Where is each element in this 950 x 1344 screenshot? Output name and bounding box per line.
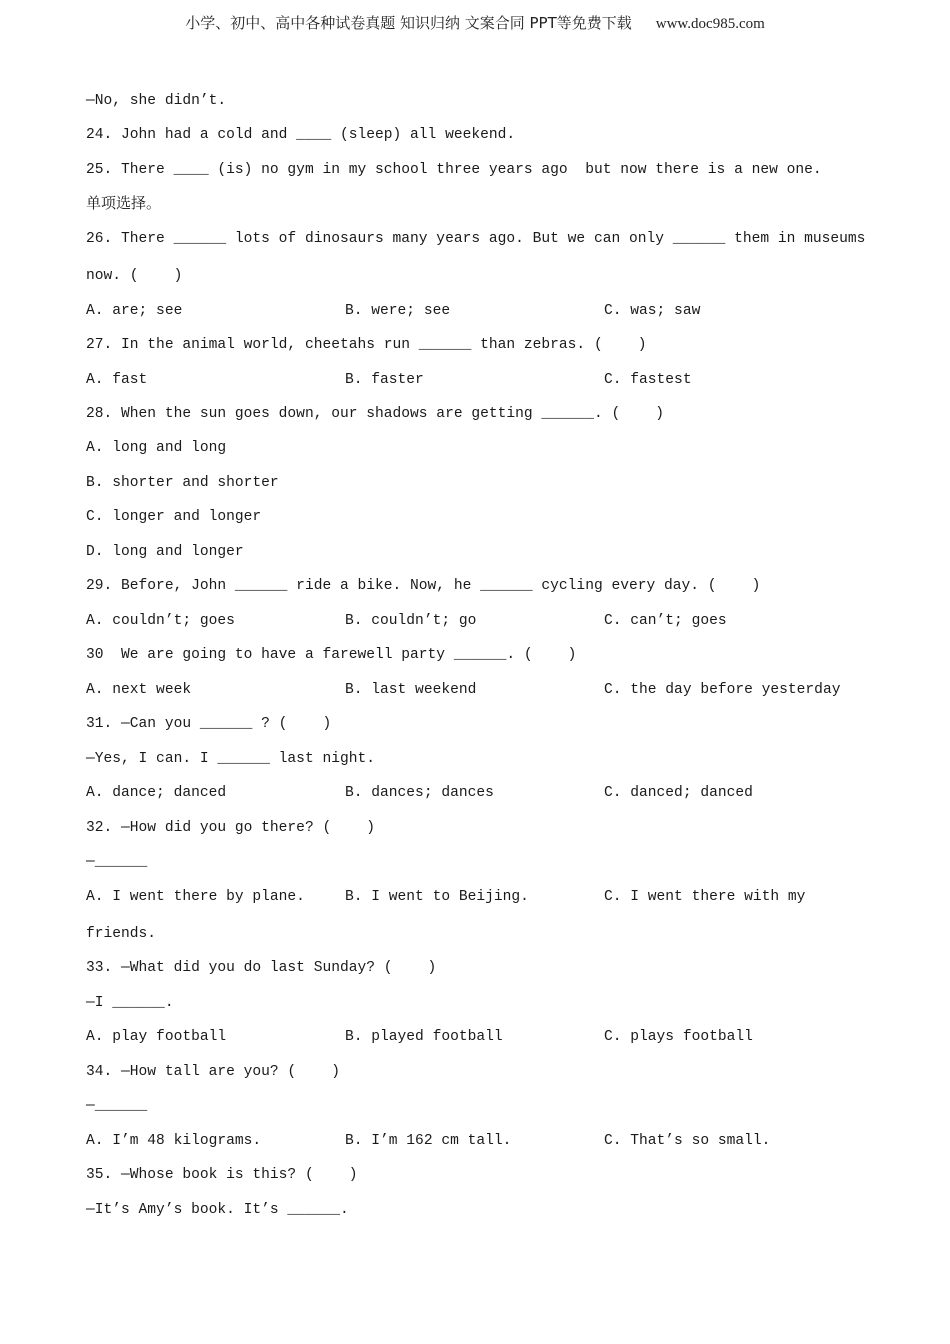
q26-option-a: A. are; see: [86, 303, 183, 319]
question-27: 27. In the animal world, cheetahs run ______ than zebras. ( ): [86, 337, 647, 353]
q33-option-a: A. play football: [86, 1029, 227, 1045]
question-31: 31. —Can you ______ ? ( ): [86, 716, 332, 732]
question-29: 29. Before, John ______ ride a bike. Now, he ______ cycling every day. ( ): [86, 578, 761, 594]
q28-option-c: C. longer and longer: [86, 509, 262, 525]
q28-option-b: B. shorter and shorter: [86, 475, 279, 491]
section-heading: 单项选择。: [86, 194, 162, 212]
question-35-answer: —It’s Amy’s book. It’s ______.: [86, 1202, 349, 1218]
question-34-answer: —______: [86, 1098, 148, 1114]
question-32-answer: —______: [86, 854, 148, 870]
question-25: 25. There ____ (is) no gym in my school three years ago but now there is a new one.: [86, 162, 822, 178]
question-33: 33. —What did you do last Sunday? ( ): [86, 960, 437, 976]
q29-option-a: A. couldn’t; goes: [86, 613, 235, 629]
question-30: 30 We are going to have a farewell party ______. ( ): [86, 647, 577, 663]
q27-option-c: C. fastest: [604, 372, 692, 388]
question-28: 28. When the sun goes down, our shadows are getting ______. ( ): [86, 406, 665, 422]
question-35: 35. —Whose book is this? ( ): [86, 1167, 358, 1183]
q29-option-c: C. can’t; goes: [604, 613, 727, 629]
q27-option-a: A. fast: [86, 372, 148, 388]
q31-option-a: A. dance; danced: [86, 785, 227, 801]
q32-option-c: C. I went there with my: [604, 889, 806, 905]
question-26: 26. There ______ lots of dinosaurs many years ago. But we can only ______ them in museums: [86, 231, 866, 247]
q29-option-b: B. couldn’t; go: [345, 613, 477, 629]
q32-option-b: B. I went to Beijing.: [345, 889, 529, 905]
q26-option-c: C. was; saw: [604, 303, 701, 319]
q34-option-b: B. I’m 162 cm tall.: [345, 1133, 512, 1149]
q30-option-c: C. the day before yesterday: [604, 682, 841, 698]
question-34: 34. —How tall are you? ( ): [86, 1064, 340, 1080]
question-26-cont: now. ( ): [86, 268, 183, 284]
header-site: www.doc985.com: [655, 16, 765, 32]
answer-line: —No, she didn’t.: [86, 93, 227, 109]
question-31-answer: —Yes, I can. I ______ last night.: [86, 751, 376, 767]
q31-option-b: B. dances; dances: [345, 785, 494, 801]
q30-option-b: B. last weekend: [345, 682, 477, 698]
q33-option-c: C. plays football: [604, 1029, 753, 1045]
question-24: 24. John had a cold and ____ (sleep) all weekend.: [86, 127, 516, 143]
question-32: 32. —How did you go there? ( ): [86, 820, 376, 836]
header-title: 小学、初中、高中各种试卷真题 知识归纳 文案合同 PPT等免费下载: [185, 14, 632, 32]
q34-option-a: A. I’m 48 kilograms.: [86, 1133, 262, 1149]
q27-option-b: B. faster: [345, 372, 424, 388]
q31-option-c: C. danced; danced: [604, 785, 753, 801]
q33-option-b: B. played football: [345, 1029, 503, 1045]
question-33-answer: —I ______.: [86, 995, 174, 1011]
q28-option-a: A. long and long: [86, 440, 227, 456]
q28-option-d: D. long and longer: [86, 544, 244, 560]
page-header: [0, 12, 950, 33]
q30-option-a: A. next week: [86, 682, 192, 698]
q34-option-c: C. That’s so small.: [604, 1133, 771, 1149]
q26-option-b: B. were; see: [345, 303, 451, 319]
q32-option-c-cont: friends.: [86, 926, 157, 942]
q32-option-a: A. I went there by plane.: [86, 889, 305, 905]
